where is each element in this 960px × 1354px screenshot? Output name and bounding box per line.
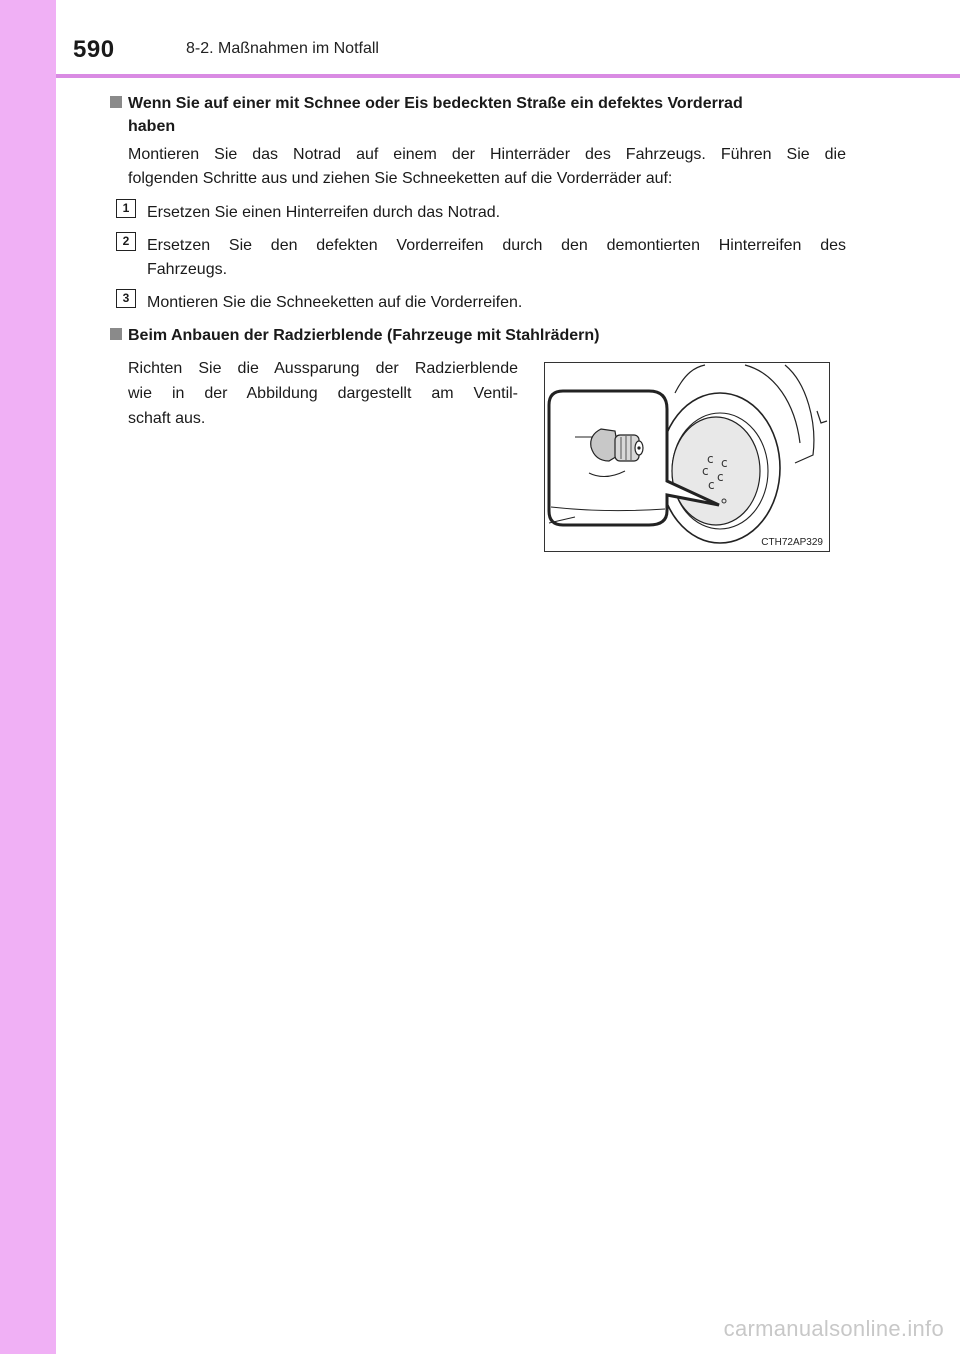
section1-heading xyxy=(110,91,743,117)
section2-heading-text: Beim Anbauen der Radzierblende (Fahrzeuge mit Stahlrädern) xyxy=(128,327,600,344)
chapter-side-bar xyxy=(0,0,56,1354)
square-bullet-icon xyxy=(110,328,122,340)
svg-text:c: c xyxy=(708,478,715,492)
step-2-text-line1: Ersetzen Sie den defekten Vorderreifen durch den demontierten Hinterreifen des xyxy=(147,237,846,254)
section1-heading-line1: Wenn Sie auf einer mit Schnee oder Eis bedeckten Straße ein defektes Vorderrad xyxy=(128,95,743,112)
step-1-text: Ersetzen Sie einen Hinterreifen durch das Notrad. xyxy=(147,204,501,221)
figure-code: CTH72AP329 xyxy=(761,537,823,548)
svg-text:c: c xyxy=(721,456,728,470)
section1-intro-line1: Montieren Sie das Notrad auf einem der Hinterräder des Fahrzeugs. Führen Sie die xyxy=(128,146,846,163)
section2-text-line3: schaft aus. xyxy=(128,410,206,427)
square-bullet-icon xyxy=(110,96,122,108)
section2-text-line2: wie in der Abbildung dargestellt am Ventil- xyxy=(128,385,518,402)
svg-text:c: c xyxy=(707,452,714,466)
step-number-box: 3 xyxy=(116,289,136,308)
section2-text-line1: Richten Sie die Aussparung der Radzierblende xyxy=(128,360,518,377)
watermark: carmanualsonline.info xyxy=(723,1316,944,1341)
svg-text:c: c xyxy=(702,464,709,478)
page-number: 590 xyxy=(73,36,115,63)
section-title: 8-2. Maßnahmen im Notfall xyxy=(186,40,379,57)
header-divider xyxy=(56,74,960,78)
step-number-box: 2 xyxy=(116,232,136,251)
section1-intro-line2: folgenden Schritte aus und ziehen Sie Schneeketten auf die Vorderräder auf: xyxy=(128,170,673,187)
wheel-cap-illustration xyxy=(544,362,830,552)
section1-heading-line2: haben xyxy=(128,118,176,135)
step-3-text: Montieren Sie die Schneeketten auf die Vorderreifen. xyxy=(147,294,523,311)
section2-heading xyxy=(110,323,600,349)
step-2-text-line2: Fahrzeugs. xyxy=(147,261,228,278)
step-number-box: 1 xyxy=(116,199,136,218)
svg-text:c: c xyxy=(717,470,724,484)
wheel-cap-drawing xyxy=(545,363,830,552)
